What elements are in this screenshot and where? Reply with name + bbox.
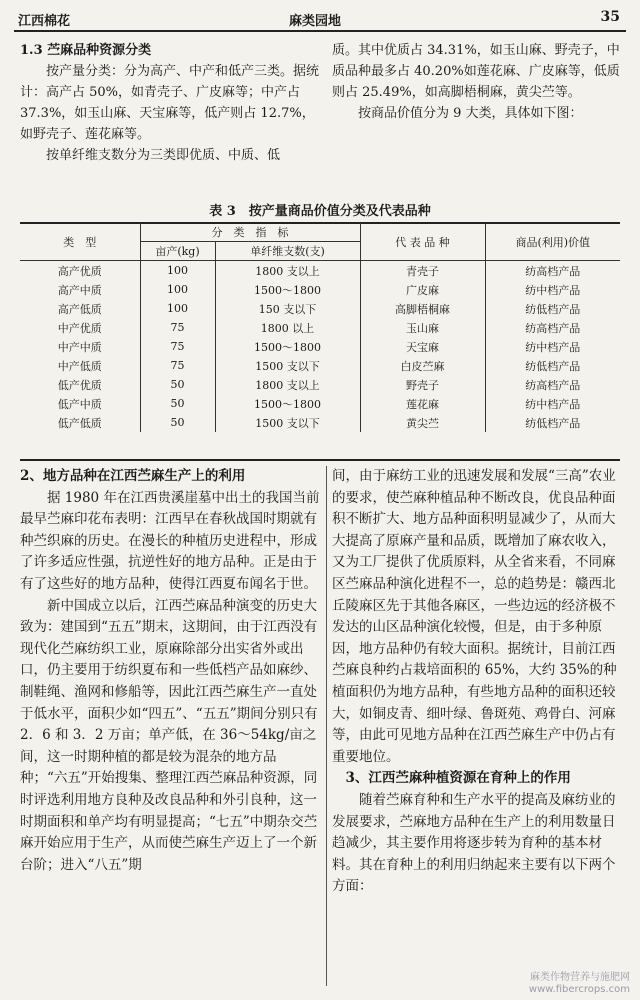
header-value: 商品(利用)价值 [485, 223, 620, 261]
table-row [20, 261, 620, 281]
table-cell-rep: 野壳子 [360, 375, 485, 394]
section-heading-1-3: 1.3 苎麻品种资源分类 [20, 43, 152, 58]
header-rule [14, 30, 626, 32]
section-heading-2: 2、地方品种在江西苎麻生产上的利用 [20, 468, 246, 484]
table-row [20, 299, 620, 318]
table-row [20, 318, 620, 337]
watermark-line-2: www.fibercrops.com [528, 984, 630, 995]
table-cell-fiber: 1500～1800 [215, 394, 360, 413]
watermark-line-1: 麻类作物营养与施肥网 [530, 972, 630, 983]
table-bottom-rule [20, 459, 620, 461]
table-cell-type: 中产优质 [20, 318, 140, 337]
table-cell-type: 高产中质 [20, 280, 140, 299]
table-cell-value: 纺中档产品 [525, 340, 581, 354]
table-row [20, 413, 620, 432]
table-cell-rep: 高脚梧桐麻 [360, 299, 485, 318]
header-yield: 亩产(kg) [140, 242, 215, 261]
top-left-column [20, 40, 320, 166]
table-cell-fiber: 1500 支以下 [215, 356, 360, 375]
journal-name: 江西棉花 [18, 14, 71, 29]
header-fiber: 单纤维支数(支) [215, 242, 360, 261]
bottom-right-column [332, 466, 622, 898]
bottom-left-column [20, 466, 320, 876]
table-cell-type: 高产低质 [20, 299, 140, 318]
table-row [20, 337, 620, 356]
table-cell-value: 纺中档产品 [525, 397, 581, 411]
paragraph: 间，由于麻纺工业的迅速发展和发展“三高”农业的要求，使苎麻种植品种不断改良，优良品种面积不断扩大、地方品种面积明显减少了，从而大大提高了原麻产量和品质，既增加了麻农收入，又为工厂提供了优质原料，从全省来看，不同麻区苎麻品种演化进程不一，总的趋势是：赣西北丘陵麻区先于其他各麻区，一些边远的经济极不发达的山区品种演化较慢，但是，由于多种原因，地方品种仍有较大面积。据统计，目前江西苎麻良种约占栽培面积的 65%，大约 35%的种植面积仍为地方品种，有些地方品种的面积还较大，如铜皮青、细叶绿、鲁斑苑、鸡骨白、河麻等，由此可见地方品种在江西苎麻生产中仍占有重要地位。 [332, 468, 617, 765]
table-caption: 表 3 按产量商品价值分类及代表品种 [209, 204, 431, 219]
table-cell-value: 纺高档产品 [525, 321, 581, 335]
table-cell-value: 纺低档产品 [525, 302, 581, 316]
table-row [20, 394, 620, 413]
table-cell-value: 纺低档产品 [525, 359, 581, 373]
paragraph: 按商品价值分为 9 大类，具体如下图： [358, 106, 583, 121]
table-cell-value: 纺高档产品 [525, 378, 581, 392]
watermark [529, 972, 630, 996]
column-divider [326, 466, 327, 986]
classification-table [20, 223, 620, 432]
table-cell-yield: 100 [140, 299, 215, 318]
paragraph: 新中国成立以后，江西苎麻品种演变的历史大致为：建国到“五五”期末，这期间，由于江西没有现代化苎麻纺织工业，原麻除部分出实省外或出口，仍主要用于纺织夏布和一些低档产品如麻纱、制鞋绳、渔网和修船等，因此江西苎麻生产一直处于低水平，面积少如“四五”、“五五”期间分别只有 2．6 和 3．2 万亩；单产低，在 36～54kg/亩之间，这一时期种植的都是较为混杂的地方品种；“六五”开始搜集、整理江西苎麻品种资源，同时评选利用地方良种及改良品种和外引良种，这一时期面积和单产均有明显提高；“七五”中期杂交苎麻开始应用于生产，从而使苎麻生产迈上了一个新台阶；进入“八五”期 [20, 597, 318, 873]
table-cell-yield: 50 [140, 375, 215, 394]
paragraph: 随着苎麻育种和生产水平的提高及麻纺业的发展要求，苎麻地方品种在生产上的利用数量日趋减少，其主要作用将逐步转为育种的基本材料。其在育种上的利用归纳起来主要有以下两个方面： [332, 791, 616, 895]
table-row [20, 356, 620, 375]
header-index-group: 分 类 指 标 [140, 223, 360, 242]
table-cell-fiber: 1800 以上 [215, 318, 360, 337]
section-heading-3: 3、江西苎麻种植资源在育种上的作用 [345, 770, 571, 787]
table-cell-rep: 天宝麻 [360, 337, 485, 356]
table-cell-type: 低产低质 [20, 413, 140, 432]
table-cell-fiber: 1500～1800 [215, 280, 360, 299]
table-cell-rep: 莲花麻 [360, 394, 485, 413]
running-header [14, 6, 626, 30]
table-cell-yield: 100 [140, 261, 215, 281]
table-cell-rep: 玉山麻 [360, 318, 485, 337]
table-cell-fiber: 1800 支以上 [215, 375, 360, 394]
table-cell-value: 纺低档产品 [525, 416, 581, 430]
table-cell-fiber: 1800 支以上 [215, 261, 360, 281]
table-cell-rep: 黄尖苎 [360, 413, 485, 432]
table-cell-rep: 青壳子 [360, 261, 485, 281]
table-row [20, 375, 620, 394]
table-cell-fiber: 1500 支以下 [215, 413, 360, 432]
table-cell-type: 低产中质 [20, 394, 140, 413]
table-cell-yield: 50 [140, 413, 215, 432]
paragraph: 按产量分类：分为高产、中产和低产三类。据统计：高产占 50%，如青壳子、广皮麻等；中产占 37.3%，如玉山麻、天宝麻等，低产则占 12.7%，如野壳子、莲花麻等。 [20, 64, 320, 142]
table-cell-value: 纺高档产品 [525, 264, 581, 278]
table-cell-type: 中产中质 [20, 337, 140, 356]
page-number: 35 [600, 9, 620, 25]
paragraph: 按单纤维支数分为三类即优质、中质、低 [46, 148, 281, 163]
table-cell-yield: 50 [140, 394, 215, 413]
table-cell-type: 高产优质 [20, 261, 140, 281]
table-row [20, 280, 620, 299]
table-cell-value: 纺中档产品 [525, 283, 581, 297]
header-representative: 代 表 品 种 [360, 223, 485, 261]
table-cell-yield: 75 [140, 337, 215, 356]
section-name: 麻类园地 [289, 14, 342, 29]
table-cell-yield: 75 [140, 356, 215, 375]
table-cell-rep: 白皮苎麻 [360, 356, 485, 375]
table-cell-rep: 广皮麻 [360, 280, 485, 299]
header-type: 类 型 [20, 223, 140, 261]
table-cell-yield: 75 [140, 318, 215, 337]
top-right-column [332, 40, 622, 124]
table-cell-fiber: 150 支以下 [215, 299, 360, 318]
table-cell-type: 中产低质 [20, 356, 140, 375]
table-cell-yield: 100 [140, 280, 215, 299]
table-cell-type: 低产优质 [20, 375, 140, 394]
table-cell-fiber: 1500～1800 [215, 337, 360, 356]
paragraph: 质。其中优质占 34.31%，如玉山麻、野壳子，中质品种最多占 40.20%如莲花麻、广皮麻等，低质则占 25.49%，如高脚梧桐麻，黄尖苎等。 [332, 43, 620, 100]
paragraph: 据 1980 年在江西贵溪崖墓中出土的我国当前最早苎麻印花布表明：江西早在春秋战国时期就有种苎织麻的历史。在漫长的种植历史进程中，形成了许多适应性强，抗逆性好的地方品种。正是由于有了这些好的地方品种，使得江西夏布闻名于世。 [20, 489, 320, 592]
